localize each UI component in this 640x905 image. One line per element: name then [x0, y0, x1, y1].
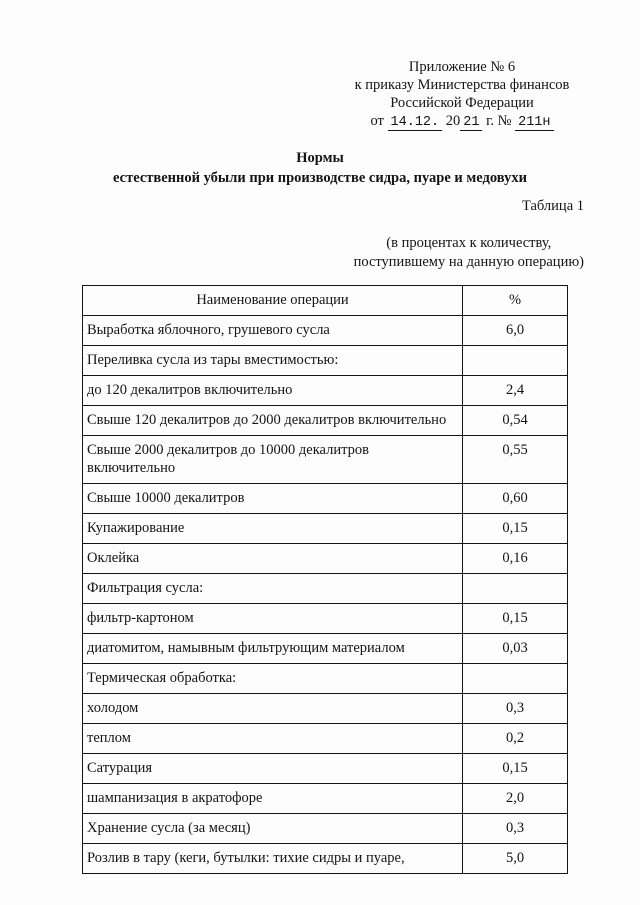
year-suffix: 21 [460, 115, 482, 131]
header-percent: % [463, 286, 568, 316]
operation-name: Фильтрация сусла: [83, 574, 463, 604]
table-row [83, 844, 568, 874]
operation-name: шампанизация в акратофоре [83, 784, 463, 814]
table-header-row [83, 286, 568, 316]
operation-percent: 0,54 [463, 406, 568, 436]
operation-name: диатомитом, намывным фильтрующим материалом [83, 634, 463, 664]
table-row [83, 784, 568, 814]
date-prefix: от [370, 113, 384, 129]
operation-percent: 0,03 [463, 634, 568, 664]
operation-percent: 0,15 [463, 604, 568, 634]
operation-name: Сатурация [83, 754, 463, 784]
appendix-header [342, 58, 582, 132]
operation-percent: 0,3 [463, 694, 568, 724]
operation-name: теплом [83, 724, 463, 754]
operation-name: Выработка яблочного, грушевого сусла [83, 316, 463, 346]
year-label: г. № [486, 113, 512, 129]
date-value: 14.12. [388, 115, 443, 131]
document-title [0, 148, 640, 188]
operation-percent: 5,0 [463, 844, 568, 874]
table-row [83, 574, 568, 604]
table-row [83, 514, 568, 544]
unit-note-line-2: поступившему на данную операцию) [353, 254, 584, 270]
operation-name: Оклейка [83, 544, 463, 574]
operation-percent [463, 346, 568, 376]
operation-name: Свыше 10000 декалитров [83, 484, 463, 514]
table-row [83, 724, 568, 754]
operation-percent: 0,60 [463, 484, 568, 514]
table-row [83, 484, 568, 514]
year-prefix: 20 [445, 113, 461, 129]
operation-percent [463, 664, 568, 694]
table-row [83, 754, 568, 784]
operation-name: Термическая обработка: [83, 664, 463, 694]
operation-percent: 6,0 [463, 316, 568, 346]
operation-percent: 0,15 [463, 754, 568, 784]
appendix-federation: Российской Федерации [390, 95, 534, 111]
operation-percent: 0,3 [463, 814, 568, 844]
table-label: Таблица 1 [521, 198, 584, 214]
table-row [83, 694, 568, 724]
table-row [83, 316, 568, 346]
order-number: 211н [515, 115, 553, 131]
table-row [83, 664, 568, 694]
table-row [83, 436, 568, 484]
operation-percent: 0,55 [463, 436, 568, 484]
operation-percent: 2,0 [463, 784, 568, 814]
appendix-date-line [342, 112, 582, 132]
operation-name: холодом [83, 694, 463, 724]
table-row [83, 634, 568, 664]
unit-note [354, 234, 584, 272]
operation-name: Розлив в тару (кеги, бутылки: тихие сидры и пуаре, [83, 844, 463, 874]
norms-table [82, 285, 568, 874]
table-row [83, 814, 568, 844]
table-row [83, 406, 568, 436]
operation-name: Переливка сусла из тары вместимостью: [83, 346, 463, 376]
operation-percent: 2,4 [463, 376, 568, 406]
header-operation-name: Наименование операции [83, 286, 463, 316]
operation-percent: 0,2 [463, 724, 568, 754]
table-row [83, 376, 568, 406]
appendix-number: Приложение № 6 [408, 59, 516, 75]
title-line-1: Нормы [296, 150, 344, 166]
operation-name: до 120 декалитров включительно [83, 376, 463, 406]
appendix-order-ref: к приказу Министерства финансов [354, 77, 570, 93]
operation-name: Свыше 2000 декалитров до 10000 декалитров включительно [83, 436, 463, 484]
operation-name: Хранение сусла (за месяц) [83, 814, 463, 844]
operation-name: Купажирование [83, 514, 463, 544]
operation-percent: 0,16 [463, 544, 568, 574]
table-row [83, 604, 568, 634]
title-line-2: естественной убыли при производстве сидра, пуаре и медовухи [113, 170, 527, 186]
table-row [83, 346, 568, 376]
operation-name: фильтр-картоном [83, 604, 463, 634]
unit-note-line-1: (в процентах к количеству, [386, 235, 552, 251]
operation-percent [463, 574, 568, 604]
operation-name: Свыше 120 декалитров до 2000 декалитров включительно [83, 406, 463, 436]
table-row [83, 544, 568, 574]
operation-percent: 0,15 [463, 514, 568, 544]
